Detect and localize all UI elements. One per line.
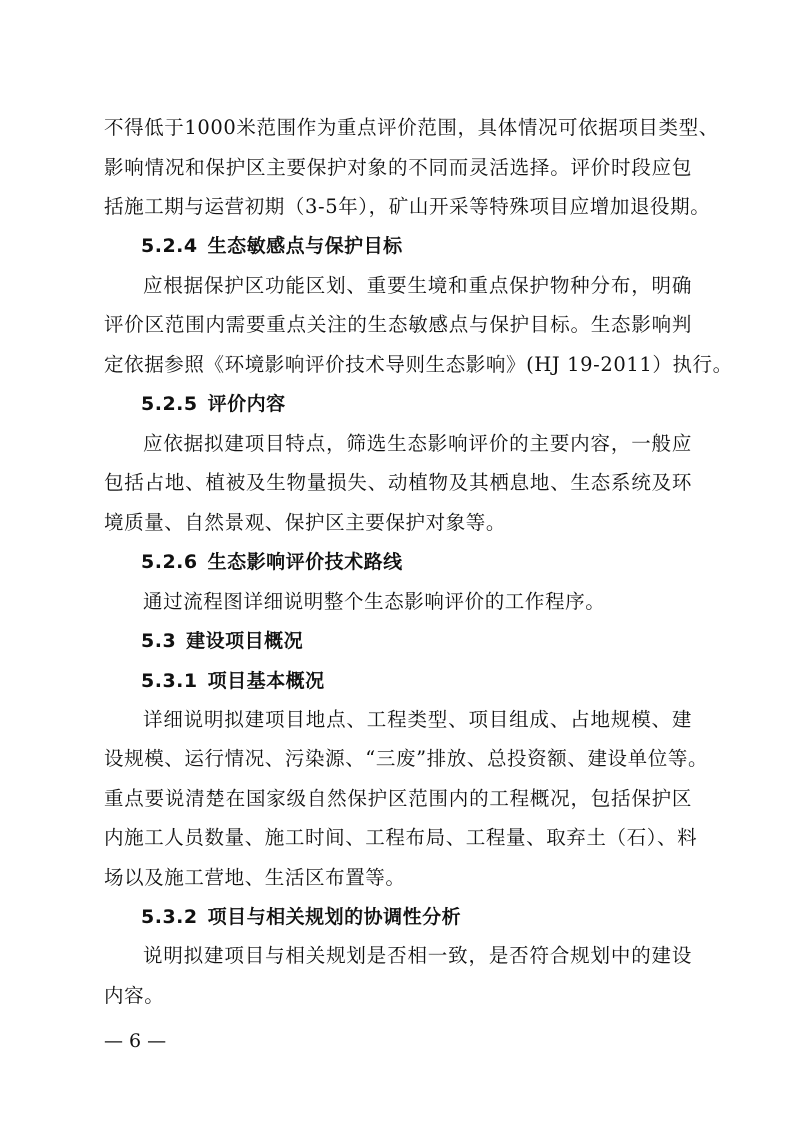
section-number: 5.2.5 <box>141 393 198 415</box>
paragraph-line: 内容。 <box>104 984 165 1007</box>
paragraph-line: 包括占地、植被及生物量损失、动植物及其栖息地、生态系统及环 <box>104 471 692 494</box>
paragraph-line: 说明拟建项目与相关规划是否相一致，是否符合规划中的建设 <box>143 944 692 967</box>
paragraph-line: 应依据拟建项目特点，筛选生态影响评价的主要内容，一般应 <box>143 432 692 455</box>
page-number: — 6 — <box>104 1030 167 1052</box>
section-title: 评价内容 <box>207 393 286 415</box>
paragraph-line: 影响情况和保护区主要保护对象的不同而灵活选择。评价时段应包 <box>104 156 692 179</box>
paragraph-line: 境质量、自然景观、保护区主要保护对象等。 <box>104 511 507 534</box>
section-heading-5-3-2 <box>141 905 461 929</box>
paragraph-line: 内施工人员数量、施工时间、工程布局、工程量、取弃土（石）、料 <box>104 826 698 849</box>
paragraph-line: 通过流程图详细说明整个生态影响评价的工作程序。 <box>143 590 606 613</box>
section-heading-5-3 <box>141 629 303 653</box>
section-title: 项目基本概况 <box>207 670 325 692</box>
section-title: 项目与相关规划的协调性分析 <box>207 906 462 928</box>
section-number: 5.3.2 <box>141 906 198 928</box>
paragraph-line: 场以及施工营地、生活区布置等。 <box>104 866 406 889</box>
section-title: 生态敏感点与保护目标 <box>207 235 403 257</box>
section-number: 5.2.6 <box>141 551 198 573</box>
section-heading-5-3-1 <box>141 669 325 693</box>
section-number: 5.2.4 <box>141 235 198 257</box>
paragraph-line: 设规模、运行情况、污染源、“三废”排放、总投资额、建设单位等。 <box>104 747 709 770</box>
section-number: 5.3 <box>141 630 177 652</box>
section-heading-5-2-5 <box>141 392 286 416</box>
paragraph-line: 评价区范围内需要重点关注的生态敏感点与保护目标。生态影响判 <box>104 313 692 336</box>
section-heading-5-2-6 <box>141 550 403 574</box>
section-title: 生态影响评价技术路线 <box>207 551 403 573</box>
paragraph-line: 详细说明拟建项目地点、工程类型、项目组成、占地规模、建 <box>143 708 692 731</box>
paragraph-line: 定依据参照《环境影响评价技术导则生态影响》(HJ 19-2011）执行。 <box>104 353 733 376</box>
paragraph-line: 不得低于1000米范围作为重点评价范围，具体情况可依据项目类型、 <box>104 116 719 139</box>
section-title: 建设项目概况 <box>186 630 304 652</box>
paragraph-line: 应根据保护区功能区划、重要生境和重点保护物种分布，明确 <box>143 274 692 297</box>
paragraph-line: 括施工期与运营初期（3-5年），矿山开采等特殊项目应增加退役期。 <box>104 195 711 218</box>
section-heading-5-2-4 <box>141 234 403 258</box>
paragraph-line: 重点要说清楚在国家级自然保护区范围内的工程概况，包括保护区 <box>104 787 692 810</box>
section-number: 5.3.1 <box>141 670 198 692</box>
